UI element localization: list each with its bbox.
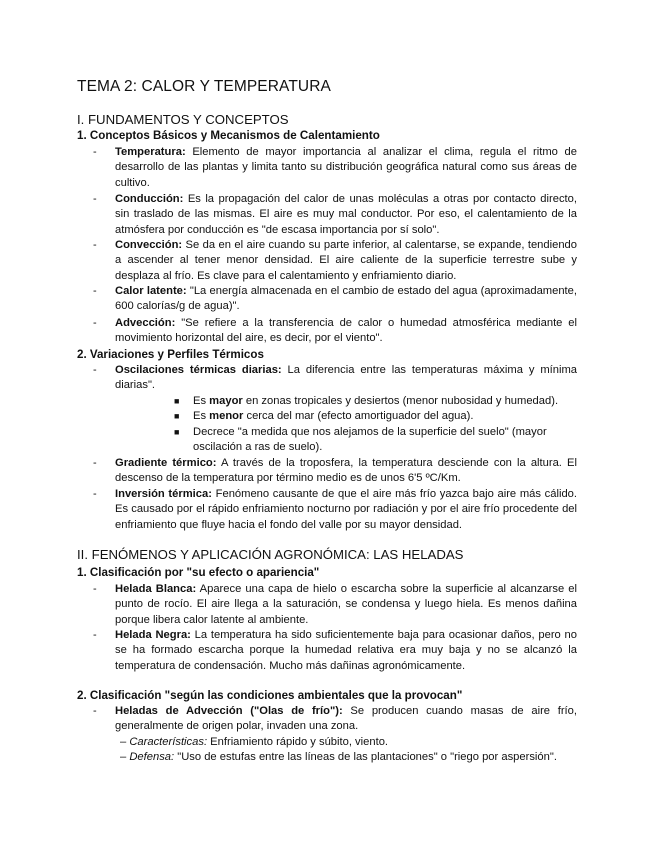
bullet-marker: -: [93, 193, 97, 205]
bullet-marker: -: [93, 364, 97, 376]
dash-item-caracteristicas: – Características: Enfriamiento rápido y súbito, viento.: [120, 736, 389, 748]
subsection-heading-2-2: 2. Clasificación "según las condiciones ambientales que la provocan": [77, 689, 463, 702]
list-item-heladas-adveccion: Heladas de Advección ("Olas de frío"): Se producen cuando masas de aire frío, generalmente de origen polar, invaden una zona.: [115, 705, 577, 733]
bullet-marker: -: [93, 317, 97, 329]
list-item-helada-blanca: Helada Blanca: Aparece una capa de hielo o escarcha sobre la superficie al alcanzarse el punto de rocío. El aire llega a la saturación, se condensa y luego hiela. Es menos dañina porque libera calor latente al ambiente.: [115, 583, 577, 626]
bullet-marker: -: [93, 583, 97, 595]
list-item-adveccion: Advección: "Se refiere a la transferencia de calor o humedad atmosférica mediante el movimiento horizontal del aire, es decir, por el viento".: [115, 317, 577, 345]
list-item-oscilaciones: Oscilaciones térmicas diarias: La diferencia entre las temperaturas máxima y mínima diarias".: [115, 364, 577, 392]
list-item-helada-negra: Helada Negra: La temperatura ha sido suficientemente baja para ocasionar daños, pero no se ha formado escarcha porque la humedad relativa era muy baja y no se alcanzó la temperatura de condensación. Mucho más dañinas agronómicamente.: [115, 629, 577, 672]
list-item-conduccion: Conducción: Es la propagación del calor de unas moléculas a otras por contacto directo, sin traslado de las mismas. El aire es muy mal conductor. Por eso, el calentamiento de la atmósfera por conducción es "de escasa importancia por sí solo".: [115, 193, 577, 236]
bullet-marker: -: [93, 285, 97, 297]
list-item-gradiente: Gradiente térmico: A través de la troposfera, la temperatura desciende con la altura. El descenso de la temperatura por término medio es de unos 6'5 ºC/Km.: [115, 457, 577, 485]
list-item-conveccion: Convección: Se da en el aire cuando su parte inferior, al calentarse, se expande, tendiendo a ascender al tener menor densidad. El aire caliente de la superficie terrestre sube y desplaza al frío. Es clave para el calentamiento y enfriamiento diario.: [115, 239, 577, 282]
section-heading-1: I. FUNDAMENTOS Y CONCEPTOS: [77, 112, 289, 127]
bullet-marker: -: [93, 488, 97, 500]
subsection-heading-1-1: 1. Conceptos Básicos y Mecanismos de Calentamiento: [77, 129, 380, 142]
document-title: TEMA 2: CALOR Y TEMPERATURA: [77, 78, 331, 95]
sub-item-mayor: Es mayor en zonas tropicales y desiertos (menor nubosidad y humedad).: [193, 395, 559, 407]
bullet-marker: -: [93, 705, 97, 717]
dash-item-defensa: – Defensa: "Uso de estufas entre las líneas de las plantaciones" o "riego por aspersión".: [120, 751, 557, 763]
list-item-calor-latente: Calor latente: "La energía almacenada en el cambio de estado del agua (aproximadamente, 600 calorías/g de agua)".: [115, 285, 577, 313]
square-bullet-marker: ■: [174, 427, 180, 437]
subsection-heading-2-1: 1. Clasificación por "su efecto o apariencia": [77, 566, 320, 579]
square-bullet-marker: ■: [174, 396, 180, 406]
section-heading-2: II. FENÓMENOS Y APLICACIÓN AGRONÓMICA: LAS HELADAS: [77, 547, 464, 562]
bullet-marker: -: [93, 146, 97, 158]
sub-item-decrece: Decrece "a medida que nos alejamos de la superficie del suelo" (mayor oscilación a ras de suelo).: [193, 426, 547, 454]
square-bullet-marker: ■: [174, 411, 180, 421]
subsection-heading-1-2: 2. Variaciones y Perfiles Térmicos: [77, 348, 264, 361]
list-item-inversion: Inversión térmica: Fenómeno causante de que el aire más frío yazca bajo aire más cálido. Es causado por el rápido enfriamiento nocturno por radiación y por el aire frío procedente del enfriamiento que fluye hacia el fondo del valle por su mayor densidad.: [115, 488, 577, 531]
bullet-marker: -: [93, 457, 97, 469]
list-item-temperatura: Temperatura: Elemento de mayor importancia al analizar el clima, regula el ritmo de desarrollo de las plantas y limita tanto su distribución geográfica natural como sus áreas de cultivo.: [115, 146, 577, 189]
bullet-marker: -: [93, 239, 97, 251]
bullet-marker: -: [93, 629, 97, 641]
sub-item-menor: Es menor cerca del mar (efecto amortiguador del agua).: [193, 410, 474, 422]
